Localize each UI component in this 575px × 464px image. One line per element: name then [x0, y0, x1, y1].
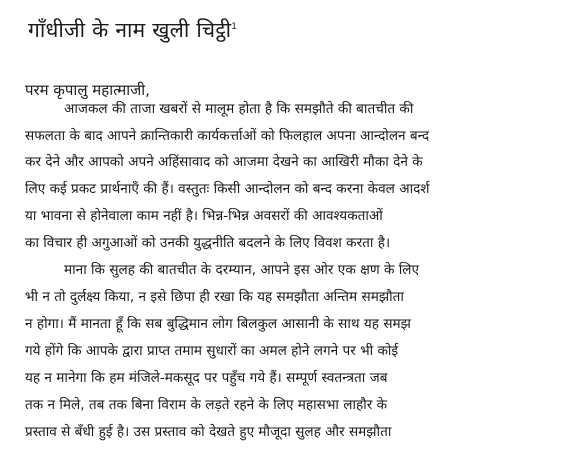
paragraph-line: यह न मानेगा कि हम मंजिले-मकसूद पर पहुँच गये हैं। सम्पूर्ण स्वतन्त्रता जब: [25, 370, 388, 386]
letter-title-text: गाँधीजी के नाम खुली चिट्ठी: [28, 18, 232, 42]
letter-title: [28, 16, 237, 44]
paragraph-line: सफलता के बाद आपने क्रान्तिकारी कार्यकर्त्ताओं को फिलहाल अपना आन्दोलन बन्द: [25, 128, 430, 144]
paragraph-line: न होगा। मैं मानता हूँ कि सब बुद्धिमान लोग बिलकुल आसानी के साथ यह समझ: [25, 316, 411, 332]
paragraph-line: प्रस्ताव से बँधी हुई है। उस प्रस्ताव को देखते हुए मौजूदा सुलह और समझौता: [25, 424, 392, 440]
footnote-marker: 1: [231, 22, 238, 32]
paragraph-line: गये होंगे कि आपके द्वारा प्राप्त तमाम सुधारों का अमल होने लगने पर भी कोई: [25, 343, 399, 359]
paragraph-line: कर देने और आपको अपने अहिंसावाद को आजमा देखने का आखिरी मौका देने के: [25, 154, 423, 170]
salutation: परम कृपालु महात्माजी,: [25, 81, 150, 99]
paragraph-line: लिए कई प्रकट प्रार्थनाएँ की हैं। वस्तुतः किसी आन्दोलन को बन्द करना केवल आदर्श: [25, 181, 430, 197]
paragraph-line: या भावना से होनेवाला काम नहीं है। भिन्न-भिन्न अवसरों की आवश्यकताओं: [25, 208, 383, 224]
paragraph-line: का विचार ही अगुआओं को उनकी युद्धनीति बदलने के लिए विवश करता है।: [25, 235, 391, 251]
paragraph-line: भी न तो दुर्लक्ष्य किया, न इसे छिपा ही रखा कि यह समझौता अन्तिम समझौता: [25, 289, 404, 305]
paragraph-line: आजकल की ताजा खबरों से मालूम होता है कि समझौते की बातचीत की: [64, 101, 414, 117]
paragraph-line: माना कि सुलह की बातचीत के दरम्यान, आपने इस ओर एक क्षण के लिए: [64, 262, 419, 278]
paragraph-line: तक न मिले, तब तक बिना विराम के लड़ते रहने के लिए महासभा लाहौर के: [25, 397, 388, 413]
